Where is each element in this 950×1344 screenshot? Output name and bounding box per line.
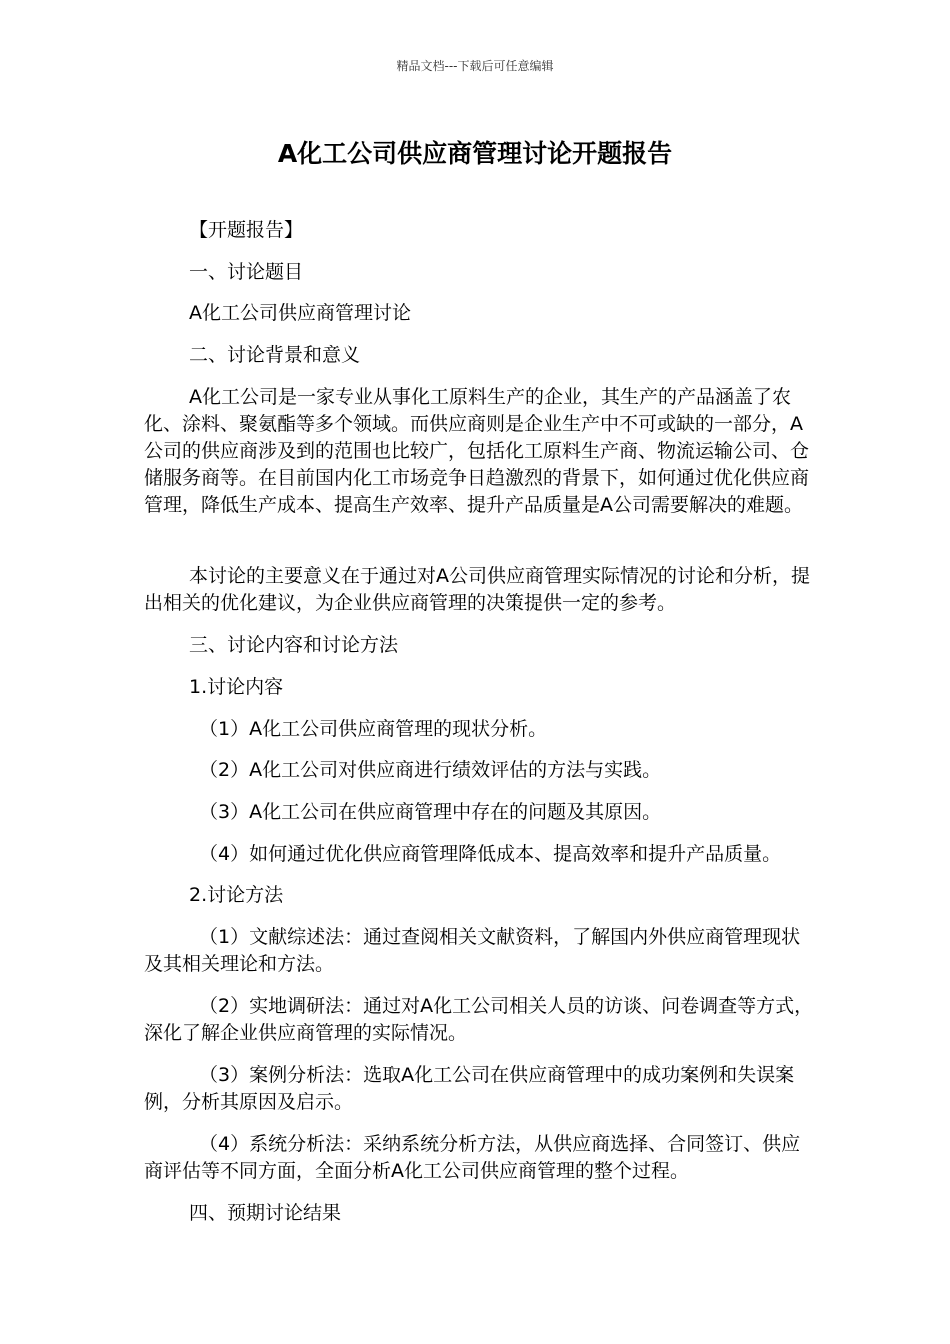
list-item-content-3: （3）A化工公司在供应商管理中存在的问题及其原因。	[199, 801, 662, 823]
list-item-method-4: （4）系统分析法：采纳系统分析方法，从供应商选择、合同签订、供应商评估等不同方面，全面分析A化工公司供应商管理的整个过程。	[144, 1133, 801, 1182]
paragraph-background: A化工公司是一家专业从事化工原料生产的企业，其生产的产品涵盖了农化、涂料、聚氨酯等多个领域。而供应商则是企业生产中不可或缺的一部分，A公司的供应商涉及到的范围也比较广，包括化工原料生产商、物流运输公司、仓储服务商等。在目前国内化工市场竞争日趋激烈的背景下，如何通过优化供应商管理，降低生产成本、提高生产效率、提升产品质量是A公司需要解决的难题。	[144, 386, 810, 516]
paragraph-significance: 本讨论的主要意义在于通过对A公司供应商管理实际情况的讨论和分析，提出相关的优化建议，为企业供应商管理的决策提供一定的参考。	[144, 565, 810, 614]
heading-subsection-content: 1.讨论内容	[189, 676, 284, 698]
list-item-method-2: （2）实地调研法：通过对A化工公司相关人员的访谈、问卷调查等方式，深化了解企业供应商管理的实际情况。	[144, 995, 814, 1044]
paragraph-topic: A化工公司供应商管理讨论	[189, 302, 411, 324]
document-title: A化工公司供应商管理讨论开题报告	[277, 139, 673, 168]
heading-section-3: 三、讨论内容和讨论方法	[189, 634, 399, 656]
section-label-kaiti: 【开题报告】	[189, 219, 304, 241]
heading-section-2: 二、讨论背景和意义	[189, 344, 361, 366]
heading-section-4: 四、预期讨论结果	[189, 1202, 342, 1224]
list-item-content-4: （4）如何通过优化供应商管理降低成本、提高效率和提升产品质量。	[199, 843, 782, 865]
page-header: 精品文档---下载后可任意编辑	[396, 59, 554, 73]
list-item-method-3: （3）案例分析法：选取A化工公司在供应商管理中的成功案例和失误案例，分析其原因及启示。	[144, 1064, 795, 1113]
list-item-content-2: （2）A化工公司对供应商进行绩效评估的方法与实践。	[199, 759, 662, 781]
list-item-method-1: （1）文献综述法：通过查阅相关文献资料，了解国内外供应商管理现状及其相关理论和方法。	[144, 926, 801, 975]
heading-section-1: 一、讨论题目	[189, 261, 304, 283]
list-item-content-1: （1）A化工公司供应商管理的现状分析。	[199, 718, 548, 740]
heading-subsection-method: 2.讨论方法	[189, 884, 284, 906]
